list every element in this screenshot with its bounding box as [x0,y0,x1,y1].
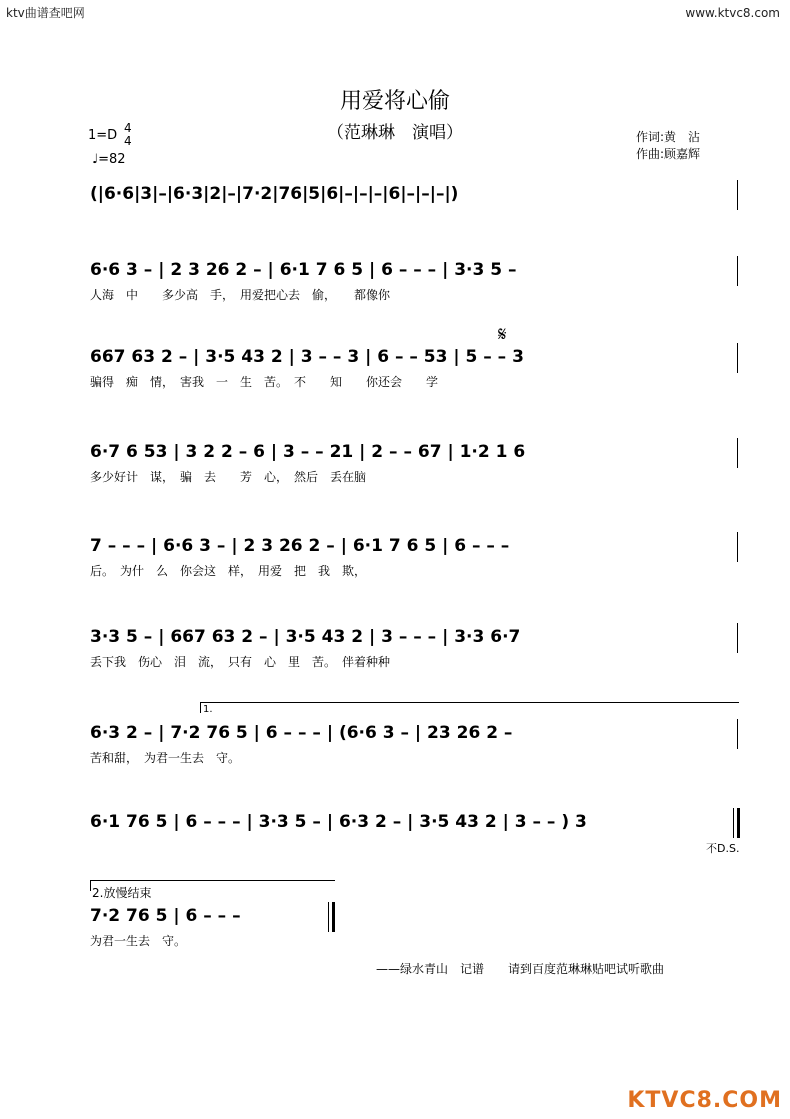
time-numerator: 4 [124,121,132,135]
lyrics-line: 后。 为什 么 你会这 样， 用爱 把 我 欺， [90,564,367,578]
notes-line: 7·2 76 5 | 6 – – – [90,906,241,926]
site-watermark-right: www.ktvc8.com [685,6,780,20]
lyrics-line: 骗得 痴 情， 害我 一 生 苦。 不 知 你还会 学 [90,375,439,389]
score-system-6 [90,623,738,683]
score-system-5 [90,532,738,592]
score-ending [90,902,338,962]
lyrics-line: 苦和甜， 为君一生去 守。 [90,751,241,765]
notes-line: 6·3 2 – | 7·2 76 5 | 6 – – – | (6·6 3 – | 23 26 2 – [90,723,513,743]
time-signature [124,122,132,148]
lyrics-line: 人海 中 多少高 手， 用爱把心去 偷， 都像你 [90,288,391,302]
key-signature: 1=D [88,128,118,143]
score-system-1 [90,180,738,240]
score-system-2 [90,256,738,316]
composer: 作曲:顾嘉辉 [636,147,701,161]
score-system-8 [90,808,738,868]
site-watermark-left: ktv曲谱查吧网 [6,6,85,20]
volta-bracket-1 [200,702,739,713]
lyricist: 作词:黄 沾 [636,130,701,144]
notes-line: 3·3 5 – | 667 63 2 – | 3·5 43 2 | 3 – – – | 3·3 6·7 [90,627,521,647]
volta-1-label: 1. [203,704,213,715]
notes-line: (|6·6|3|–|6·3|2|–|7·2|76|5|6|–|–|–|6|–|–|–|) [90,184,459,204]
score-system-3 [90,343,738,403]
song-title: 用爱将心偷 [339,89,450,114]
site-logo: KTVC8.COM [627,1088,782,1113]
singer-credit: （范琳琳 演唱） [327,123,463,143]
notes-line: 6·6 3 – | 2 3 26 2 – | 6·1 7 6 5 | 6 – – – | 3·3 5 – [90,260,517,280]
ds-marking: 不D.S. [706,842,740,855]
notes-line: 7 – – – | 6·6 3 – | 2 3 26 2 – | 6·1 7 6 5 | 6 – – – [90,536,510,556]
footer-note: ——绿水青山 记谱 请到百度范琳琳贴吧试听歌曲 [376,962,665,976]
volta-2-label: 2.放慢结束 [92,886,152,900]
score-system-4 [90,438,738,498]
notes-line: 667 63 2 – | 3·5 43 2 | 3 – – 3 | 6 – – 53 | 5 – – 3 [90,347,524,367]
tempo-marking: ♩=82 [92,152,126,167]
score-system-7 [90,719,738,779]
lyrics-line: 丢下我 伤心 泪 流， 只有 心 里 苦。 伴着种种 [90,655,391,669]
time-denominator: 4 [124,134,132,148]
notes-line: 6·7 6 53 | 3 2 2 – 6 | 3 – – 21 | 2 – – 67 | 1·2 1 6 [90,442,526,462]
lyrics-line: 为君一生去 守。 [90,934,187,948]
notes-line: 6·1 76 5 | 6 – – – | 3·3 5 – | 6·3 2 – | 3·5 43 2 | 3 – – ) 3 [90,812,587,832]
segno-sign: 𝄋 [498,322,507,346]
lyrics-line: 多少好计 谋， 骗 去 芳 心， 然后 丢在脑 [90,470,367,484]
